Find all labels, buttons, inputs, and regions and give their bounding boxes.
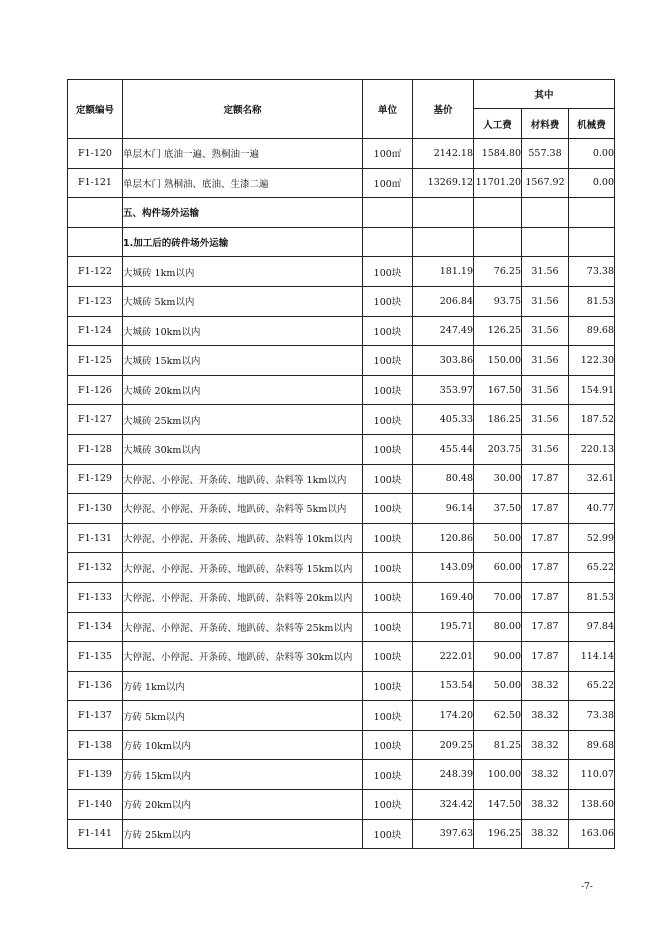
table-row	[68, 286, 615, 316]
cell-labor: 80.00	[474, 612, 522, 642]
cell-unit: 100块	[363, 494, 413, 524]
cell-labor: 126.25	[474, 316, 522, 346]
cell-machinery: 65.22	[569, 671, 615, 701]
cell-base-price	[413, 198, 474, 228]
cell-material: 38.32	[522, 760, 569, 790]
cell-code: F1-133	[68, 582, 123, 612]
cell-machinery: 122.30	[569, 346, 615, 376]
cell-code: F1-120	[68, 139, 123, 169]
cell-material: 38.32	[522, 701, 569, 731]
cell-base-price: 143.09	[413, 553, 474, 583]
cell-code: F1-136	[68, 671, 123, 701]
cell-machinery: 154.91	[569, 375, 615, 405]
cell-unit: 100块	[363, 553, 413, 583]
cell-name: 方砖 25km以内	[123, 819, 363, 849]
cell-material: 31.56	[522, 316, 569, 346]
cell-base-price: 13269.12	[413, 168, 474, 198]
cell-unit: 100块	[363, 790, 413, 820]
table-row	[68, 612, 615, 642]
cell-material: 31.56	[522, 257, 569, 287]
cell-name: 方砖 10km以内	[123, 730, 363, 760]
cell-code: F1-123	[68, 286, 123, 316]
section-row	[68, 227, 615, 257]
cell-labor: 167.50	[474, 375, 522, 405]
cell-labor: 196.25	[474, 819, 522, 849]
header-base-price: 基价	[413, 80, 474, 139]
table-row	[68, 346, 615, 376]
cell-labor: 60.00	[474, 553, 522, 583]
cell-machinery: 220.13	[569, 434, 615, 464]
table-row	[68, 671, 615, 701]
cell-material: 31.56	[522, 346, 569, 376]
cell-name: 单层木门 底油一遍、熟桐油一遍	[123, 139, 363, 169]
cell-base-price: 169.40	[413, 582, 474, 612]
cell-machinery: 187.52	[569, 405, 615, 435]
cell-material: 17.87	[522, 494, 569, 524]
cell-labor: 203.75	[474, 434, 522, 464]
cell-base-price: 324.42	[413, 790, 474, 820]
cell-name: 大城砖 1km以内	[123, 257, 363, 287]
cell-labor: 1584.80	[474, 139, 522, 169]
cell-machinery: 97.84	[569, 612, 615, 642]
cell-labor: 81.25	[474, 730, 522, 760]
header-machinery: 机械费	[569, 109, 615, 139]
cell-unit: 100块	[363, 730, 413, 760]
cell-machinery: 110.07	[569, 760, 615, 790]
cell-code: F1-132	[68, 553, 123, 583]
cell-name: 大城砖 20km以内	[123, 375, 363, 405]
cell-unit	[363, 227, 413, 257]
page-number: -7-	[581, 882, 593, 892]
cell-unit: 100块	[363, 582, 413, 612]
cell-material: 17.87	[522, 553, 569, 583]
table-row	[68, 582, 615, 612]
cell-code: F1-127	[68, 405, 123, 435]
cell-material: 31.56	[522, 375, 569, 405]
cell-code: F1-138	[68, 730, 123, 760]
table-row	[68, 464, 615, 494]
cell-machinery: 89.68	[569, 316, 615, 346]
cell-material: 17.87	[522, 642, 569, 672]
cell-base-price: 174.20	[413, 701, 474, 731]
cell-unit: 100块	[363, 819, 413, 849]
header-labor: 人工费	[474, 109, 522, 139]
cell-code: F1-128	[68, 434, 123, 464]
cell-unit: 100块	[363, 346, 413, 376]
cell-name: 方砖 5km以内	[123, 701, 363, 731]
cell-code: F1-131	[68, 523, 123, 553]
cell-unit: 100块	[363, 523, 413, 553]
header-material: 材料费	[522, 109, 569, 139]
cell-material	[522, 198, 569, 228]
cell-labor: 50.00	[474, 671, 522, 701]
cell-material: 557.38	[522, 139, 569, 169]
cell-unit	[363, 198, 413, 228]
cell-code: F1-126	[68, 375, 123, 405]
cell-code: F1-121	[68, 168, 123, 198]
cell-labor: 50.00	[474, 523, 522, 553]
cell-labor	[474, 227, 522, 257]
cell-base-price: 209.25	[413, 730, 474, 760]
cell-name: 方砖 1km以内	[123, 671, 363, 701]
cell-name: 1.加工后的砖件场外运输	[123, 227, 363, 257]
cell-material: 17.87	[522, 464, 569, 494]
cell-unit: 100块	[363, 405, 413, 435]
quota-table	[67, 79, 615, 849]
cell-machinery: 73.38	[569, 701, 615, 731]
cell-material: 1567.92	[522, 168, 569, 198]
cell-base-price: 206.84	[413, 286, 474, 316]
cell-machinery: 81.53	[569, 286, 615, 316]
cell-code: F1-122	[68, 257, 123, 287]
cell-name: 大城砖 30km以内	[123, 434, 363, 464]
table-row	[68, 701, 615, 731]
header-name: 定额名称	[123, 80, 363, 139]
cell-labor: 100.00	[474, 760, 522, 790]
cell-code: F1-137	[68, 701, 123, 731]
table-row	[68, 790, 615, 820]
cell-machinery: 0.00	[569, 168, 615, 198]
cell-material: 17.87	[522, 612, 569, 642]
table-row	[68, 523, 615, 553]
cell-base-price: 397.63	[413, 819, 474, 849]
cell-name: 方砖 20km以内	[123, 790, 363, 820]
header-code: 定额编号	[68, 80, 123, 139]
cell-machinery: 52.99	[569, 523, 615, 553]
cell-material: 17.87	[522, 523, 569, 553]
cell-base-price: 153.54	[413, 671, 474, 701]
cell-unit: 100块	[363, 316, 413, 346]
cell-base-price: 455.44	[413, 434, 474, 464]
cell-base-price: 222.01	[413, 642, 474, 672]
cell-labor: 30.00	[474, 464, 522, 494]
cell-material: 31.56	[522, 405, 569, 435]
cell-labor: 11701.20	[474, 168, 522, 198]
cell-base-price: 248.39	[413, 760, 474, 790]
cell-unit: 100块	[363, 286, 413, 316]
cell-machinery: 163.06	[569, 819, 615, 849]
cell-machinery: 138.60	[569, 790, 615, 820]
cell-name: 大停泥、小停泥、开条砖、地趴砖、杂料等 15km以内	[123, 553, 363, 583]
cell-code: F1-140	[68, 790, 123, 820]
cell-name: 大停泥、小停泥、开条砖、地趴砖、杂料等 20km以内	[123, 582, 363, 612]
table-row	[68, 730, 615, 760]
cell-base-price: 120.86	[413, 523, 474, 553]
table-row	[68, 553, 615, 583]
cell-base-price: 2142.18	[413, 139, 474, 169]
cell-material: 31.56	[522, 286, 569, 316]
table-row	[68, 257, 615, 287]
cell-base-price: 181.19	[413, 257, 474, 287]
cell-machinery: 65.22	[569, 553, 615, 583]
cell-machinery: 89.68	[569, 730, 615, 760]
cell-code: F1-134	[68, 612, 123, 642]
table-row	[68, 139, 615, 169]
cell-base-price: 80.48	[413, 464, 474, 494]
cell-labor: 76.25	[474, 257, 522, 287]
table-row	[68, 642, 615, 672]
cell-base-price: 195.71	[413, 612, 474, 642]
header-of-which: 其中	[474, 80, 615, 109]
cell-code	[68, 227, 123, 257]
cell-name: 方砖 15km以内	[123, 760, 363, 790]
table-row	[68, 405, 615, 435]
cell-labor	[474, 198, 522, 228]
header-unit: 单位	[363, 80, 413, 139]
cell-name: 大停泥、小停泥、开条砖、地趴砖、杂料等 10km以内	[123, 523, 363, 553]
cell-name: 大城砖 15km以内	[123, 346, 363, 376]
cell-code: F1-130	[68, 494, 123, 524]
cell-name: 大城砖 10km以内	[123, 316, 363, 346]
table-row	[68, 316, 615, 346]
cell-name: 五、构件场外运输	[123, 198, 363, 228]
cell-unit: 100块	[363, 642, 413, 672]
table-row	[68, 760, 615, 790]
cell-base-price: 96.14	[413, 494, 474, 524]
cell-machinery	[569, 198, 615, 228]
cell-name: 大停泥、小停泥、开条砖、地趴砖、杂料等 5km以内	[123, 494, 363, 524]
cell-machinery: 40.77	[569, 494, 615, 524]
cell-code: F1-125	[68, 346, 123, 376]
cell-base-price	[413, 227, 474, 257]
cell-unit: 100块	[363, 671, 413, 701]
cell-labor: 186.25	[474, 405, 522, 435]
cell-unit: 100块	[363, 434, 413, 464]
cell-name: 大城砖 25km以内	[123, 405, 363, 435]
cell-base-price: 353.97	[413, 375, 474, 405]
cell-code	[68, 198, 123, 228]
cell-labor: 62.50	[474, 701, 522, 731]
cell-material	[522, 227, 569, 257]
cell-unit: 100块	[363, 257, 413, 287]
table-row	[68, 168, 615, 198]
cell-machinery: 0.00	[569, 139, 615, 169]
cell-code: F1-124	[68, 316, 123, 346]
cell-material: 38.32	[522, 790, 569, 820]
cell-labor: 70.00	[474, 582, 522, 612]
cell-unit: 100块	[363, 375, 413, 405]
cell-unit: 100块	[363, 612, 413, 642]
cell-base-price: 303.86	[413, 346, 474, 376]
cell-labor: 150.00	[474, 346, 522, 376]
cell-name: 大城砖 5km以内	[123, 286, 363, 316]
cell-name: 大停泥、小停泥、开条砖、地趴砖、杂料等 30km以内	[123, 642, 363, 672]
cell-machinery: 73.38	[569, 257, 615, 287]
cell-material: 38.32	[522, 671, 569, 701]
table-row	[68, 494, 615, 524]
cell-unit: 100块	[363, 701, 413, 731]
cell-name: 大停泥、小停泥、开条砖、地趴砖、杂料等 1km以内	[123, 464, 363, 494]
cell-base-price: 405.33	[413, 405, 474, 435]
cell-unit: 100块	[363, 464, 413, 494]
cell-machinery	[569, 227, 615, 257]
section-row	[68, 198, 615, 228]
cell-name: 大停泥、小停泥、开条砖、地趴砖、杂料等 25km以内	[123, 612, 363, 642]
table-row	[68, 375, 615, 405]
cell-material: 38.32	[522, 819, 569, 849]
cell-machinery: 81.53	[569, 582, 615, 612]
cell-labor: 90.00	[474, 642, 522, 672]
cell-code: F1-135	[68, 642, 123, 672]
cell-code: F1-129	[68, 464, 123, 494]
table-body	[68, 139, 615, 849]
table-row	[68, 819, 615, 849]
cell-machinery: 114.14	[569, 642, 615, 672]
cell-code: F1-141	[68, 819, 123, 849]
cell-name: 单层木门 熟桐油、底油、生漆二遍	[123, 168, 363, 198]
cell-unit: 100㎡	[363, 168, 413, 198]
table-row	[68, 434, 615, 464]
cell-base-price: 247.49	[413, 316, 474, 346]
cell-unit: 100块	[363, 760, 413, 790]
cell-labor: 147.50	[474, 790, 522, 820]
cell-material: 31.56	[522, 434, 569, 464]
cell-labor: 37.50	[474, 494, 522, 524]
cell-machinery: 32.61	[569, 464, 615, 494]
cell-material: 17.87	[522, 582, 569, 612]
cell-labor: 93.75	[474, 286, 522, 316]
cell-material: 38.32	[522, 730, 569, 760]
cell-unit: 100㎡	[363, 139, 413, 169]
cell-code: F1-139	[68, 760, 123, 790]
